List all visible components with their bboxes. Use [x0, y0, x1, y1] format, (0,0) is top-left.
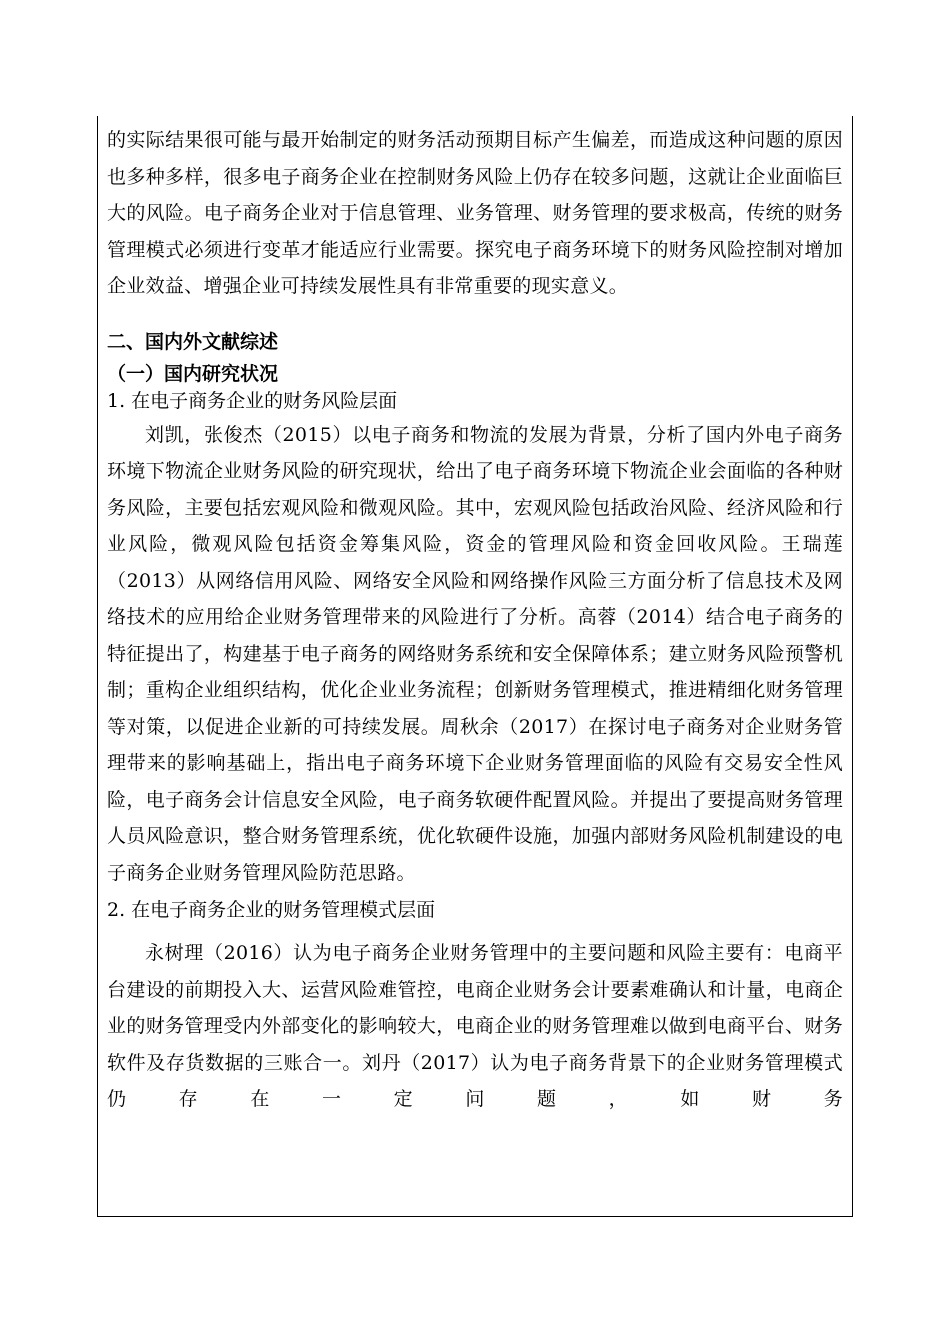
section-heading-literature-review: 二、国内外文献综述 — [107, 330, 279, 353]
subsection-heading-domestic: （一）国内研究状况 — [107, 362, 279, 385]
topic-heading-financial-risk: 1. 在电子商务企业的财务风险层面 — [107, 389, 398, 412]
document-body — [107, 122, 843, 1118]
topic1-paragraph: 刘凯，张俊杰（2015）以电子商务和物流的发展为背景，分析了国内外电子商务环境下物流企业财务风险的研究现状，给出了电子商务环境下物流企业会面临的各种财务风险，主要包括宏观风险和微观风险。其中，宏观风险包括政治风险、经济风险和行业风险，微观风险包括资金筹集风险，资金的管理风险和资金回收风险。王瑞莲（2013）从网络信用风险、网络安全风险和网络操作风险三方面分析了信息技术及网络技术的应用给企业财务管理带来的风险进行了分析。高蓉（2014）结合电子商务的特征提出了，构建基于电子商务的网络财务系统和安全保障体系；建立财务风险预警机制；重构企业组织结构，优化企业业务流程；创新财务管理模式，推进精细化财务管理等对策，以促进企业新的可持续发展。周秋余（2017）在探讨电子商务对企业财务管理带来的影响基础上，指出电子商务环境下企业财务管理面临的风险有交易安全性风险，电子商务会计信息安全风险，电子商务软硬件配置风险。并提出了要提高财务管理人员风险意识，整合财务管理系统，优化软硬件设施，加强内部财务风险机制建设的电子商务企业财务管理风险防范思路。 — [107, 423, 843, 884]
intro-paragraph: 的实际结果很可能与最开始制定的财务活动预期目标产生偏差，而造成这种问题的原因也多种多样，很多电子商务企业在控制财务风险上仍存在较多问题，这就让企业面临巨大的风险。电子商务企业对于信息管理、业务管理、财务管理的要求极高，传统的财务管理模式必须进行变革才能适应行业需要。探究电子商务环境下的财务风险控制对增加企业效益、增强企业可持续发展性具有非常重要的现实意义。 — [107, 129, 843, 297]
topic2-paragraph: 永树理（2016）认为电子商务企业财务管理中的主要问题和风险主要有：电商平台建设的前期投入大、运营风险难管控，电商企业财务会计要素难确认和计量，电商企业的财务管理受内外部变化的影响较大，电商企业的财务管理难以做到电商平台、财务软件及存货数据的三账合一。刘丹（2017）认为电子商务背景下的企业财务管理模式仍存在一定问题，如财务 — [107, 942, 843, 1110]
topic-heading-management-mode: 2. 在电子商务企业的财务管理模式层面 — [107, 899, 436, 921]
